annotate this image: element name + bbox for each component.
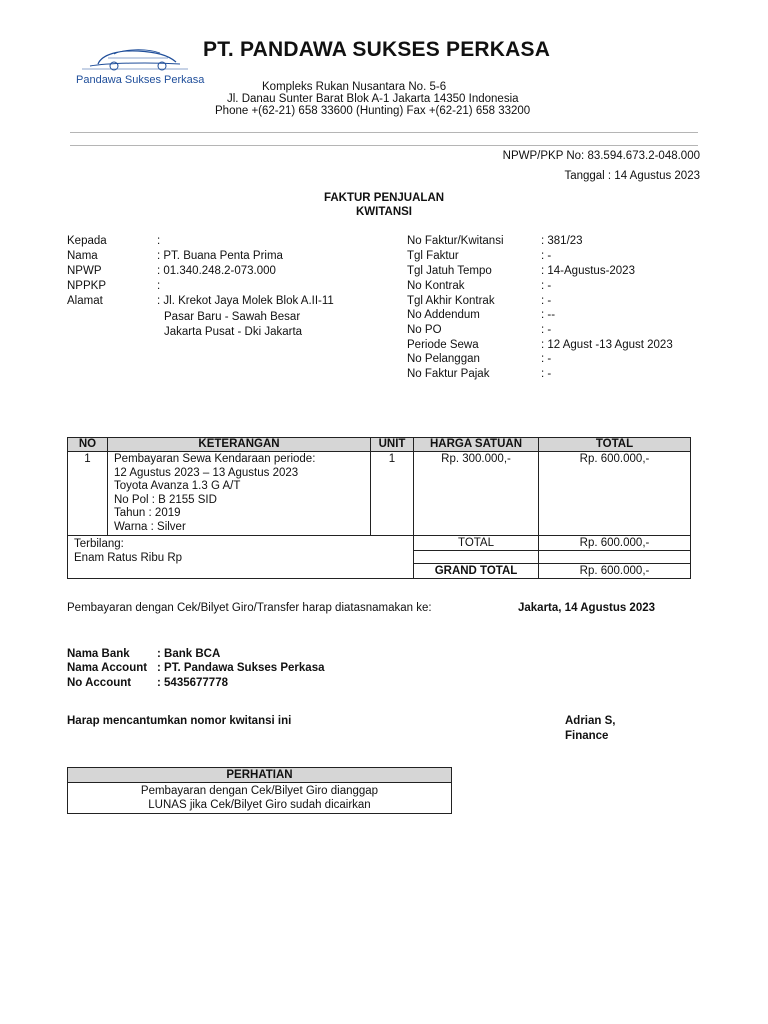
company-phone: Phone +(62-21) 658 33600 (Hunting) Fax +(62-21) 658 33200	[215, 105, 531, 117]
bank-label-account: Nama Account	[67, 662, 148, 674]
table-header-row	[68, 438, 691, 452]
company-logo	[68, 42, 205, 88]
header-total: TOTAL	[539, 438, 691, 452]
date-line: Tanggal : 14 Agustus 2023	[564, 170, 700, 182]
row-no: 1	[68, 452, 108, 536]
divider-top	[70, 132, 698, 133]
invoice-label-jatuh-tempo: Tgl Jatuh Tempo	[407, 265, 492, 277]
invoice-value-addendum: : --	[541, 309, 556, 321]
header-keterangan: KETERANGAN	[108, 438, 371, 452]
invoice-label-periode-sewa: Periode Sewa	[407, 339, 479, 351]
npwp-line: NPWP/PKP No: 83.594.673.2-048.000	[502, 150, 700, 162]
total-row	[68, 536, 691, 551]
document-subtitle: KWITANSI	[355, 206, 412, 218]
customer-address-line-2: Pasar Baru - Sawah Besar	[164, 311, 301, 323]
customer-value-nama: : PT. Buana Penta Prima	[157, 250, 283, 262]
grand-total-label: GRAND TOTAL	[414, 564, 539, 579]
bank-value-name: : Bank BCA	[157, 648, 221, 660]
desc-line: Pembayaran Sewa Kendaraan periode:	[114, 453, 316, 465]
company-address-2: Jl. Danau Sunter Barat Blok A-1 Jakarta 14350 Indonesia	[227, 93, 519, 105]
invoice-value-no-pelanggan: : -	[541, 353, 552, 365]
customer-label-alamat: Alamat	[67, 295, 103, 307]
invoice-value-akhir-kontrak: : -	[541, 295, 552, 307]
customer-value-kepada: :	[157, 235, 161, 247]
row-price: Rp. 300.000,-	[414, 452, 539, 536]
customer-label-nppkp: NPPKP	[67, 280, 106, 292]
notice-box	[67, 767, 452, 814]
signer-title: Finance	[565, 730, 609, 742]
customer-label-npwp: NPWP	[67, 265, 102, 277]
customer-value-nppkp: :	[157, 280, 161, 292]
invoice-label-faktur-pajak: No Faktur Pajak	[407, 368, 490, 380]
invoice-value-jatuh-tempo: : 14-Agustus-2023	[541, 265, 635, 277]
empty-cell	[414, 551, 539, 564]
invoice-label-no-pelanggan: No Pelanggan	[407, 353, 480, 365]
terbilang-label: Terbilang:	[74, 538, 124, 550]
header-unit: UNIT	[371, 438, 414, 452]
logo-text: Pandawa Sukses Perkasa	[76, 74, 205, 86]
notice-line-1: Pembayaran dengan Cek/Bilyet Giro dianggap	[140, 785, 379, 797]
header-harga-satuan: HARGA SATUAN	[414, 438, 539, 452]
notice-title: PERHATIAN	[68, 768, 451, 783]
invoice-value-no-kontrak: : -	[541, 280, 552, 292]
row-unit: 1	[371, 452, 414, 536]
customer-value-alamat: : Jl. Krekot Jaya Molek Blok A.II-11	[157, 295, 334, 307]
reminder-text: Harap mencantumkan nomor kwitansi ini	[67, 715, 292, 727]
desc-line: Tahun : 2019	[114, 507, 181, 519]
invoice-label-no-po: No PO	[407, 324, 442, 336]
invoice-value-periode-sewa: : 12 Agust -13 Agust 2023	[541, 339, 673, 351]
header-no: NO	[68, 438, 108, 452]
bank-value-account: : PT. Pandawa Sukses Perkasa	[157, 662, 325, 674]
place-date: Jakarta, 14 Agustus 2023	[518, 602, 656, 614]
empty-cell	[539, 551, 691, 564]
company-name: PT. PANDAWA SUKSES PERKASA	[203, 38, 551, 61]
bank-value-number: : 5435677778	[157, 677, 228, 689]
notice-body	[68, 783, 451, 813]
terbilang-cell	[68, 536, 414, 579]
items-table	[67, 437, 691, 579]
customer-label-kepada: Kepada	[67, 235, 107, 247]
customer-address-line-3: Jakarta Pusat - Dki Jakarta	[164, 326, 303, 338]
invoice-label-tgl-faktur: Tgl Faktur	[407, 250, 459, 262]
customer-value-npwp: : 01.340.248.2-073.000	[157, 265, 276, 277]
total-label: TOTAL	[414, 536, 539, 551]
customer-label-nama: Nama	[67, 250, 98, 262]
invoice-value-no-faktur: : 381/23	[541, 235, 583, 247]
table-row	[68, 452, 691, 536]
desc-line: Warna : Silver	[114, 520, 186, 533]
divider-bottom	[70, 145, 698, 146]
desc-line: No Pol : B 2155 SID	[114, 493, 217, 506]
terbilang-value: Enam Ratus Ribu Rp	[74, 552, 183, 564]
invoice-label-akhir-kontrak: Tgl Akhir Kontrak	[407, 295, 495, 307]
invoice-value-faktur-pajak: : -	[541, 368, 552, 380]
total-value: Rp. 600.000,-	[539, 536, 691, 551]
signer-name: Adrian S,	[565, 715, 616, 727]
notice-line-2: LUNAS jika Cek/Bilyet Giro sudah dicairkan	[148, 799, 371, 811]
document-title: FAKTUR PENJUALAN	[323, 192, 445, 204]
row-description	[108, 452, 371, 536]
desc-line: Toyota Avanza 1.3 G A/T	[114, 480, 241, 492]
payment-note: Pembayaran dengan Cek/Bilyet Giro/Transfer harap diatasnamakan ke:	[67, 602, 432, 614]
car-logo-icon	[68, 42, 200, 74]
desc-line: 12 Agustus 2023 – 13 Agustus 2023	[114, 466, 299, 479]
invoice-label-no-kontrak: No Kontrak	[407, 280, 465, 292]
grand-total-value: Rp. 600.000,-	[539, 564, 691, 579]
invoice-label-no-faktur: No Faktur/Kwitansi	[407, 235, 504, 247]
row-total: Rp. 600.000,-	[539, 452, 691, 536]
company-address-1: Kompleks Rukan Nusantara No. 5-6	[262, 81, 447, 93]
invoice-value-no-po: : -	[541, 324, 552, 336]
invoice-label-addendum: No Addendum	[407, 309, 480, 321]
bank-label-number: No Account	[67, 677, 132, 689]
invoice-value-tgl-faktur: : -	[541, 250, 552, 262]
bank-label-name: Nama Bank	[67, 648, 130, 660]
